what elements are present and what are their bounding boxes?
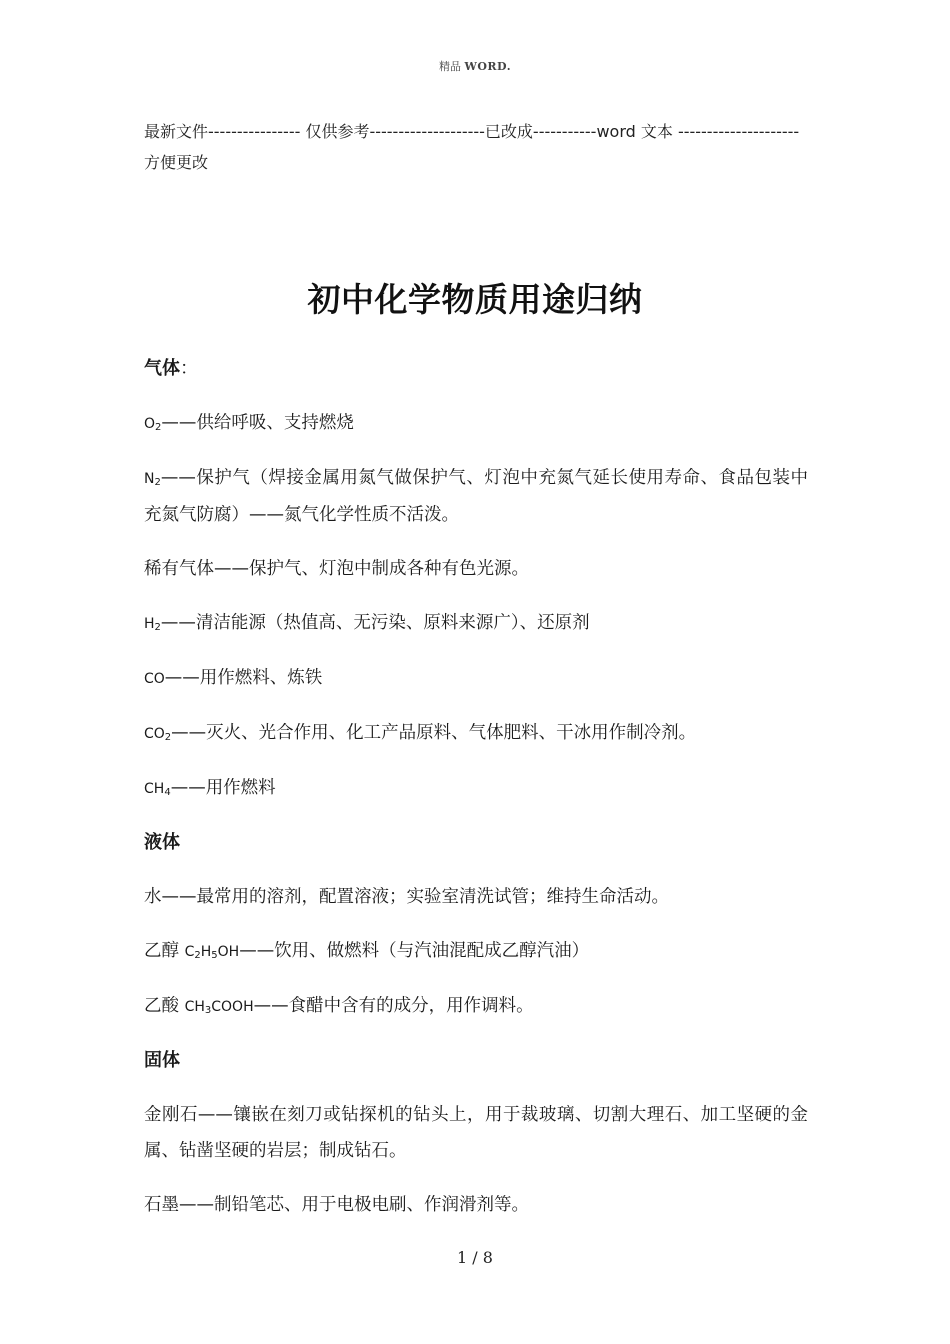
formula-h2-symbol: H [144, 616, 155, 632]
formula-acetic-acid [185, 999, 254, 1015]
paragraph-n2 [144, 460, 808, 533]
formula-ethanol [185, 944, 240, 960]
paragraph-ethanol [144, 933, 808, 970]
paragraph-h2-text: ——清洁能源（热值高、无污染、原料来源广）、还原剂 [160, 613, 590, 633]
formula-acetic-part2: COOH [211, 999, 254, 1015]
header-brand: WORD. [464, 60, 512, 73]
paragraph-diamond: 金刚石——镶嵌在刻刀或钻探机的钻头上，用于裁玻璃、切割大理石、加工坚硬的金属、钻凿坚硬的岩层；制成钻石。 [144, 1105, 808, 1161]
formula-ethanol-part2: H [200, 944, 212, 960]
formula-acetic-part1: CH [184, 999, 205, 1015]
formula-n2-symbol: N [144, 471, 155, 487]
formula-ethanol-part3: OH [217, 944, 240, 960]
paragraph-ch4 [144, 770, 808, 807]
paragraph-ethanol-text: ——饮用、做燃料（与汽油混配成乙醇汽油） [239, 941, 590, 961]
paragraph-acetic-acid [144, 988, 808, 1025]
formula-co2 [144, 726, 171, 742]
page-title: 初中化学物质用途归纳 [307, 280, 643, 319]
formula-ethanol-sub2: 5 [211, 950, 218, 961]
paragraph-o2-text: ——供给呼吸、支持燃烧 [161, 413, 354, 433]
formula-ch4 [144, 781, 171, 797]
paragraph-ch4-text: ——用作燃料 [170, 778, 276, 798]
paragraph-co [144, 660, 808, 697]
formula-o2-symbol: O [144, 416, 156, 432]
formula-co: CO [144, 671, 165, 687]
ethanol-name: 乙醇 [144, 941, 185, 961]
formula-n2-subscript: 2 [154, 477, 161, 488]
paragraph-water: 水——最常用的溶剂，配置溶液；实验室清洗试管；维持生命活动。 [144, 887, 669, 907]
formula-o2-subscript: 2 [155, 422, 162, 433]
formula-o2 [144, 416, 161, 432]
header-prefix: 精品 [438, 60, 465, 73]
paragraph-graphite: 石墨——制铅笔芯、用于电极电刷、作润滑剂等。 [144, 1195, 529, 1215]
formula-ethanol-part1: C [184, 944, 195, 960]
section-heading-liquid: 液体 [144, 832, 180, 853]
document-body [144, 351, 808, 1241]
formula-ch4-subscript: 4 [164, 787, 171, 798]
formula-acetic-sub1: 3 [204, 1005, 212, 1016]
formula-co2-symbol: CO [144, 726, 165, 742]
paragraph-co2 [144, 715, 808, 752]
formula-co2-subscript: 2 [164, 732, 172, 743]
formula-h2-subscript: 2 [154, 622, 161, 633]
page-number: 1 / 8 [457, 1248, 493, 1267]
acetic-acid-name: 乙酸 [144, 996, 185, 1016]
section-heading-gas-colon: ： [180, 358, 198, 379]
paragraph-noble-gas: 稀有气体——保护气、灯泡中制成各种有色光源。 [144, 559, 529, 579]
formula-ch4-symbol: CH [144, 781, 165, 797]
paragraph-co-text: ——用作燃料、炼铁 [164, 668, 323, 688]
formula-h2 [144, 616, 161, 632]
paragraph-n2-text: ——保护气（焊接金属用氮气做保护气、灯泡中充氮气延长使用寿命、食品包装中充氮气防腐）——氮气化学性质不活泼。 [144, 468, 808, 525]
formula-ethanol-sub1: 2 [194, 950, 201, 961]
section-heading-gas-label: 气体 [144, 358, 180, 379]
paragraph-h2 [144, 605, 808, 642]
edit-notice: 最新文件---------------- 仅供参考--------------------已改成-----------word 文本 --------------------- 方便更改 [144, 122, 800, 172]
section-heading-solid: 固体 [144, 1050, 180, 1071]
section-heading-gas [144, 351, 808, 387]
paragraph-o2 [144, 405, 808, 442]
paragraph-acetic-text: ——食醋中含有的成分，用作调料。 [253, 996, 534, 1016]
page-header [0, 58, 950, 74]
paragraph-co2-text: ——灭火、光合作用、化工产品原料、气体肥料、干冰用作制冷剂。 [171, 723, 697, 743]
formula-n2 [144, 471, 161, 487]
